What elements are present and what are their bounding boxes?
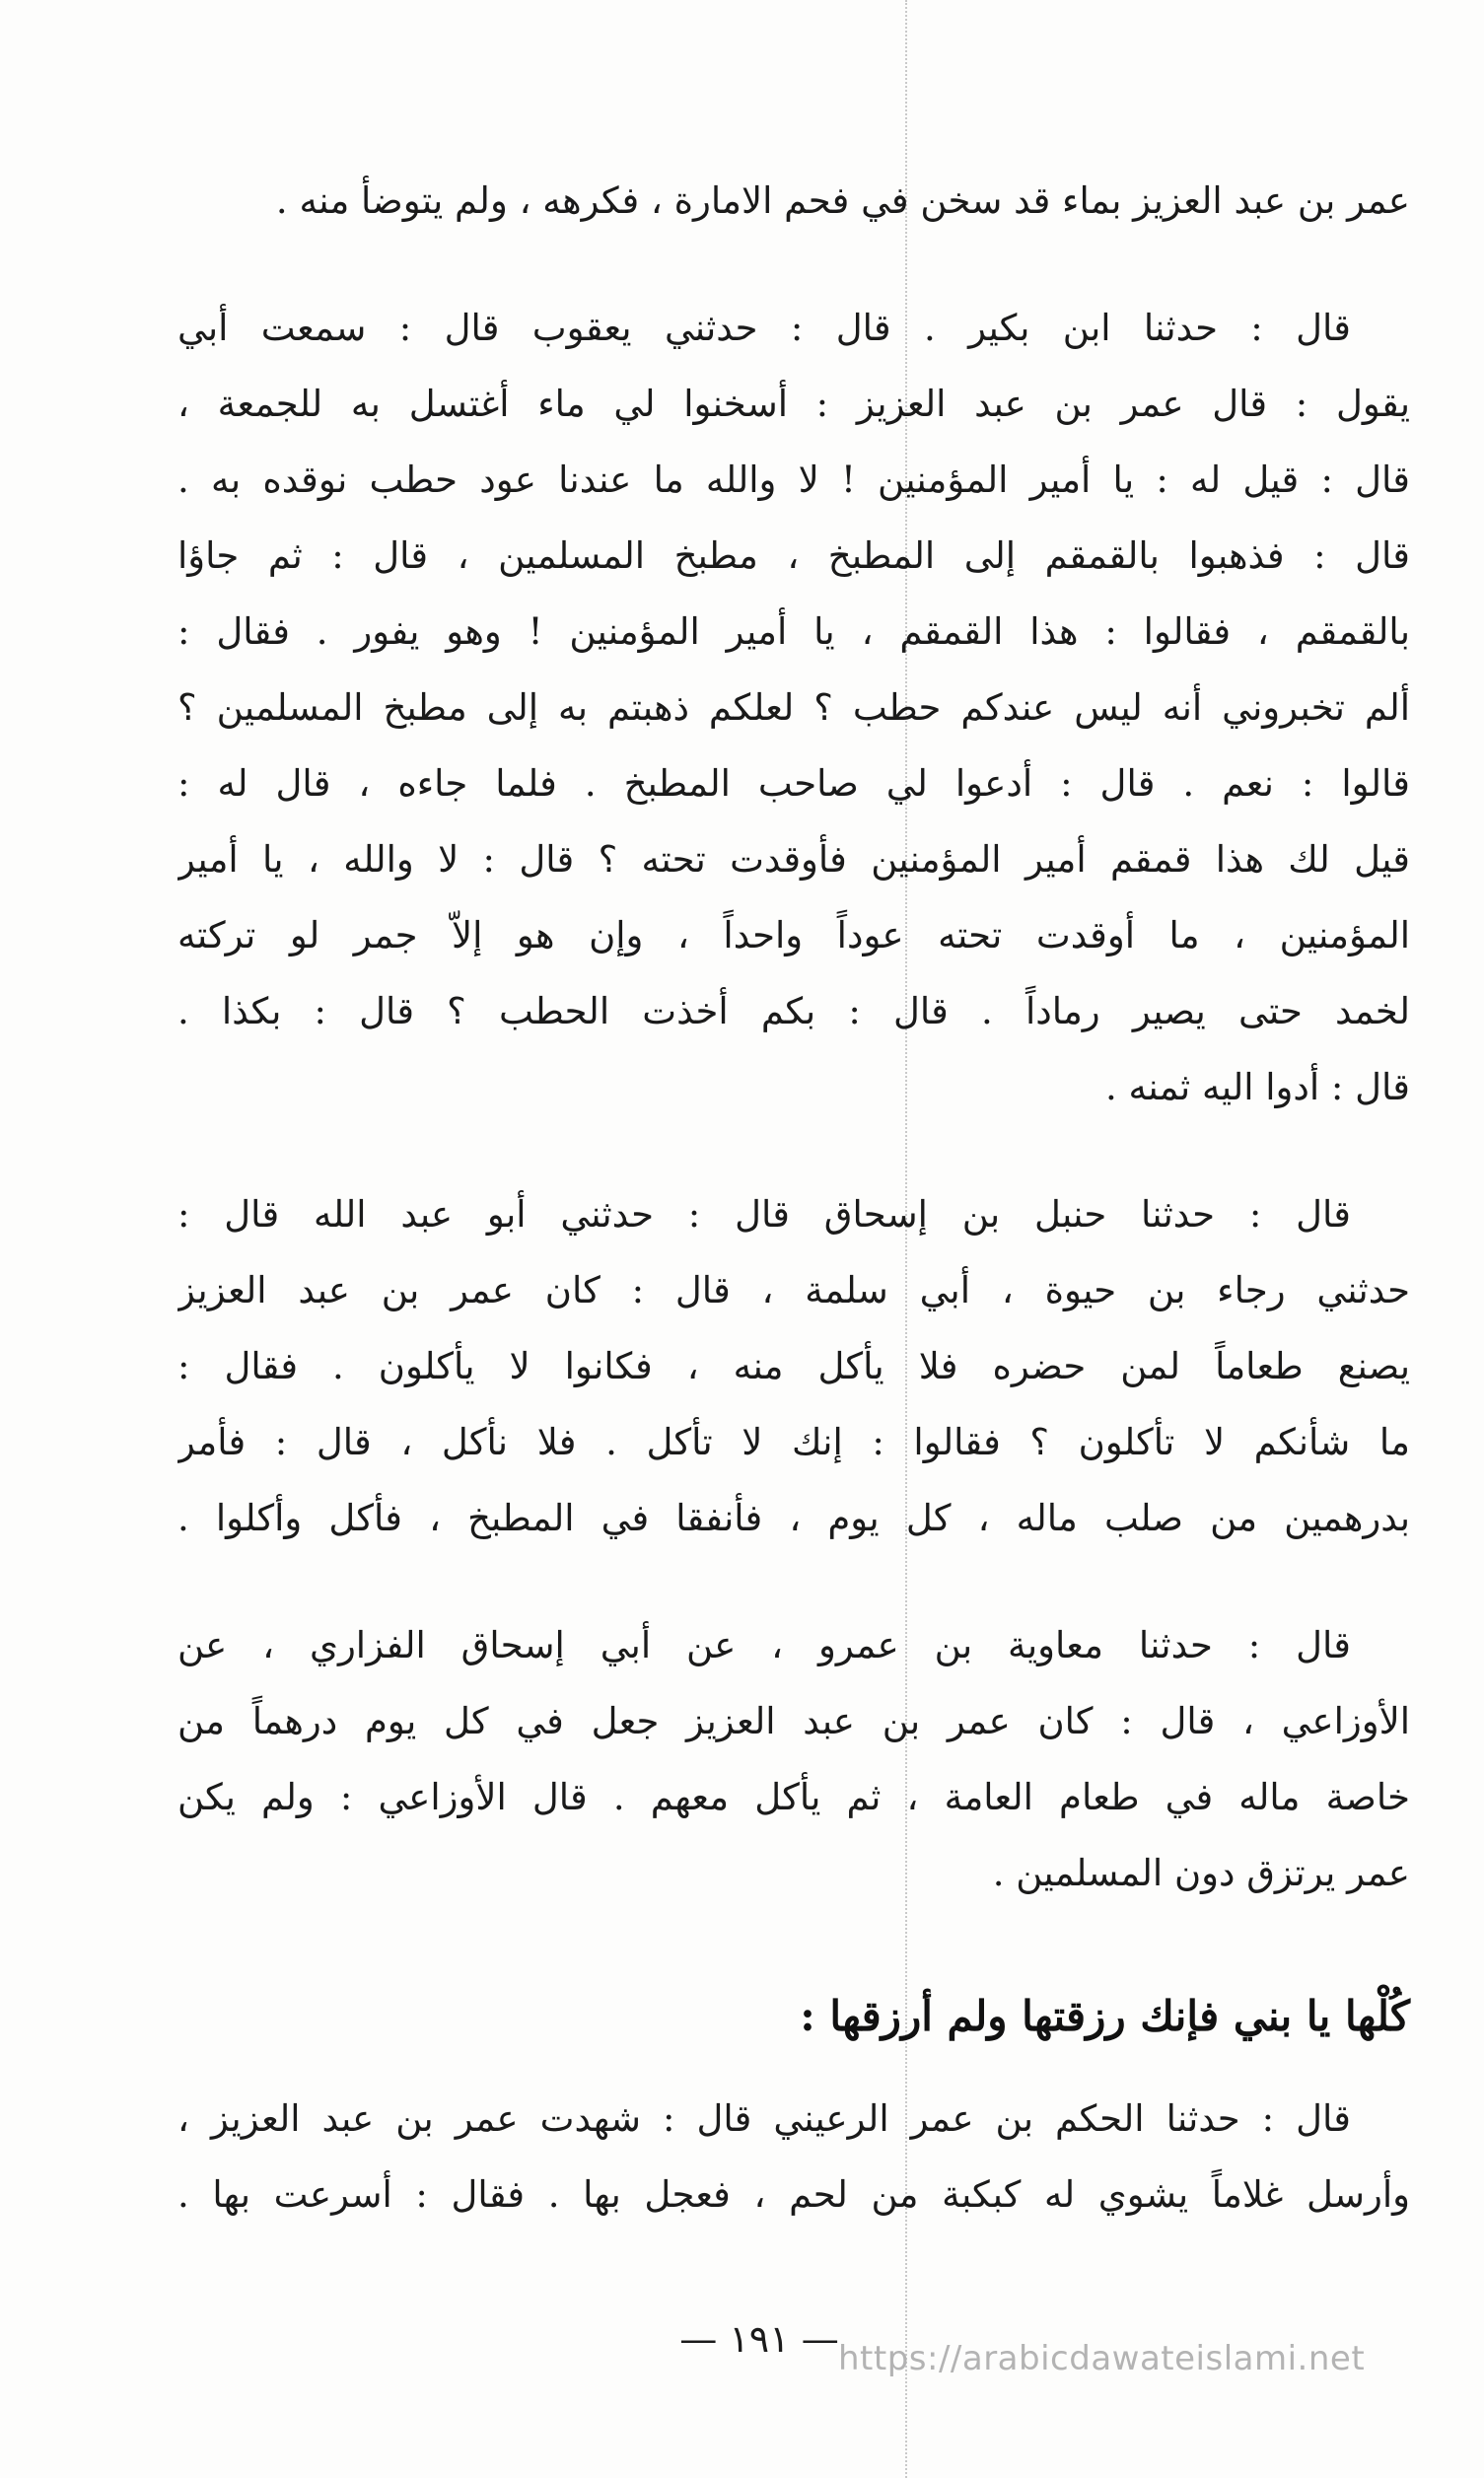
text-line: عمر بن عبد العزيز بماء قد سخن في فحم الامارة ، فكرهه ، ولم يتوضأ منه .	[275, 179, 1410, 222]
text-line: يقول : قال عمر بن عبد العزيز : أسخنوا لي ماء أغتسل به للجمعة ،	[177, 383, 1410, 425]
section-heading: كُلْها يا بني فإنك رزقتها ولم أرزقها :	[800, 1992, 1410, 2040]
text-line: عمر يرتزق دون المسلمين .	[992, 1852, 1410, 1894]
opening-paragraph	[177, 163, 1410, 239]
text-line: قيل لك هذا قمقم أمير المؤمنين فأوقدت تحته ؟ قال : لا والله ، يا أمير	[177, 838, 1410, 881]
text-line: بالقمقم ، فقالوا : هذا القمقم ، يا أمير المؤمنين ! وهو يفور . فقال :	[177, 610, 1410, 653]
paragraph-4	[177, 2081, 1410, 2232]
text-line: قالوا : نعم . قال : أدعوا لي صاحب المطبخ . فلما جاءه ، قال له :	[177, 762, 1410, 805]
text-line: قال : أدوا اليه ثمنه .	[1104, 1066, 1410, 1108]
text-line: حدثني رجاء بن حيوة ، أبي سلمة ، قال : كان عمر بن عبد العزيز	[177, 1269, 1410, 1311]
paragraph-2	[177, 1176, 1410, 1556]
text-line: قال : حدثنا معاوية بن عمرو ، عن أبي إسحاق الفزاري ، عن	[177, 1624, 1351, 1666]
text-line: قال : قيل له : يا أمير المؤمنين ! لا والله ما عندنا عود حطب نوقده به .	[177, 459, 1410, 501]
text-line: خاصة ماله في طعام العامة ، ثم يأكل معهم . قال الأوزاعي : ولم يكن	[177, 1776, 1410, 1818]
text-line: ما شأنكم لا تأكلون ؟ فقالوا : إنك لا تأكل . فلا نأكل ، قال : فأمر	[177, 1421, 1410, 1463]
text-line: لخمد حتى يصير رماداً . قال : بكم أخذت الحطب ؟ قال : بكذا .	[177, 990, 1410, 1032]
text-line: قال : حدثنا الحكم بن عمر الرعيني قال : شهدت عمر بن عبد العزيز ،	[177, 2097, 1351, 2140]
text-line: بدرهمين من صلب ماله ، كل يوم ، فأنفقا في المطبخ ، فأكل وأكلوا .	[177, 1497, 1410, 1539]
text-line: الأوزاعي ، قال : كان عمر بن عبد العزيز جعل في كل يوم درهماً من	[177, 1700, 1410, 1742]
text-line: قال : فذهبوا بالقمقم إلى المطبخ ، مطبخ المسلمين ، قال : ثم جاؤا	[177, 534, 1410, 577]
paragraph-3	[177, 1607, 1410, 1911]
text-line: ألم تخبروني أنه ليس عندكم حطب ؟ لعلكم ذهبتم به إلى مطبخ المسلمين ؟	[177, 686, 1410, 729]
text-line: يصنع طعاماً لمن حضره فلا يأكل منه ، فكانوا لا يأكلون . فقال :	[177, 1345, 1410, 1387]
text-line: قال : حدثنا ابن بكير . قال : حدثني يعقوب قال : سمعت أبي	[177, 307, 1351, 349]
page-body-continued	[177, 2081, 1410, 2284]
watermark-url: https://arabicdawateislami.net	[838, 2339, 1366, 2378]
text-line: وأرسل غلاماً يشوي له كبكبة من لحم ، فعجل بها . فقال : أسرعت بها .	[177, 2173, 1410, 2216]
paragraph-1	[177, 290, 1410, 1125]
page-body	[177, 163, 1410, 1962]
text-line: المؤمنين ، ما أوقدت تحته عوداً واحداً ، وإن هو إلاّ جمر لو تركته	[177, 914, 1410, 956]
text-line: قال : حدثنا حنبل بن إسحاق قال : حدثني أبو عبد الله قال :	[177, 1193, 1351, 1236]
page-number: — ١٩١ —	[679, 2317, 839, 2361]
